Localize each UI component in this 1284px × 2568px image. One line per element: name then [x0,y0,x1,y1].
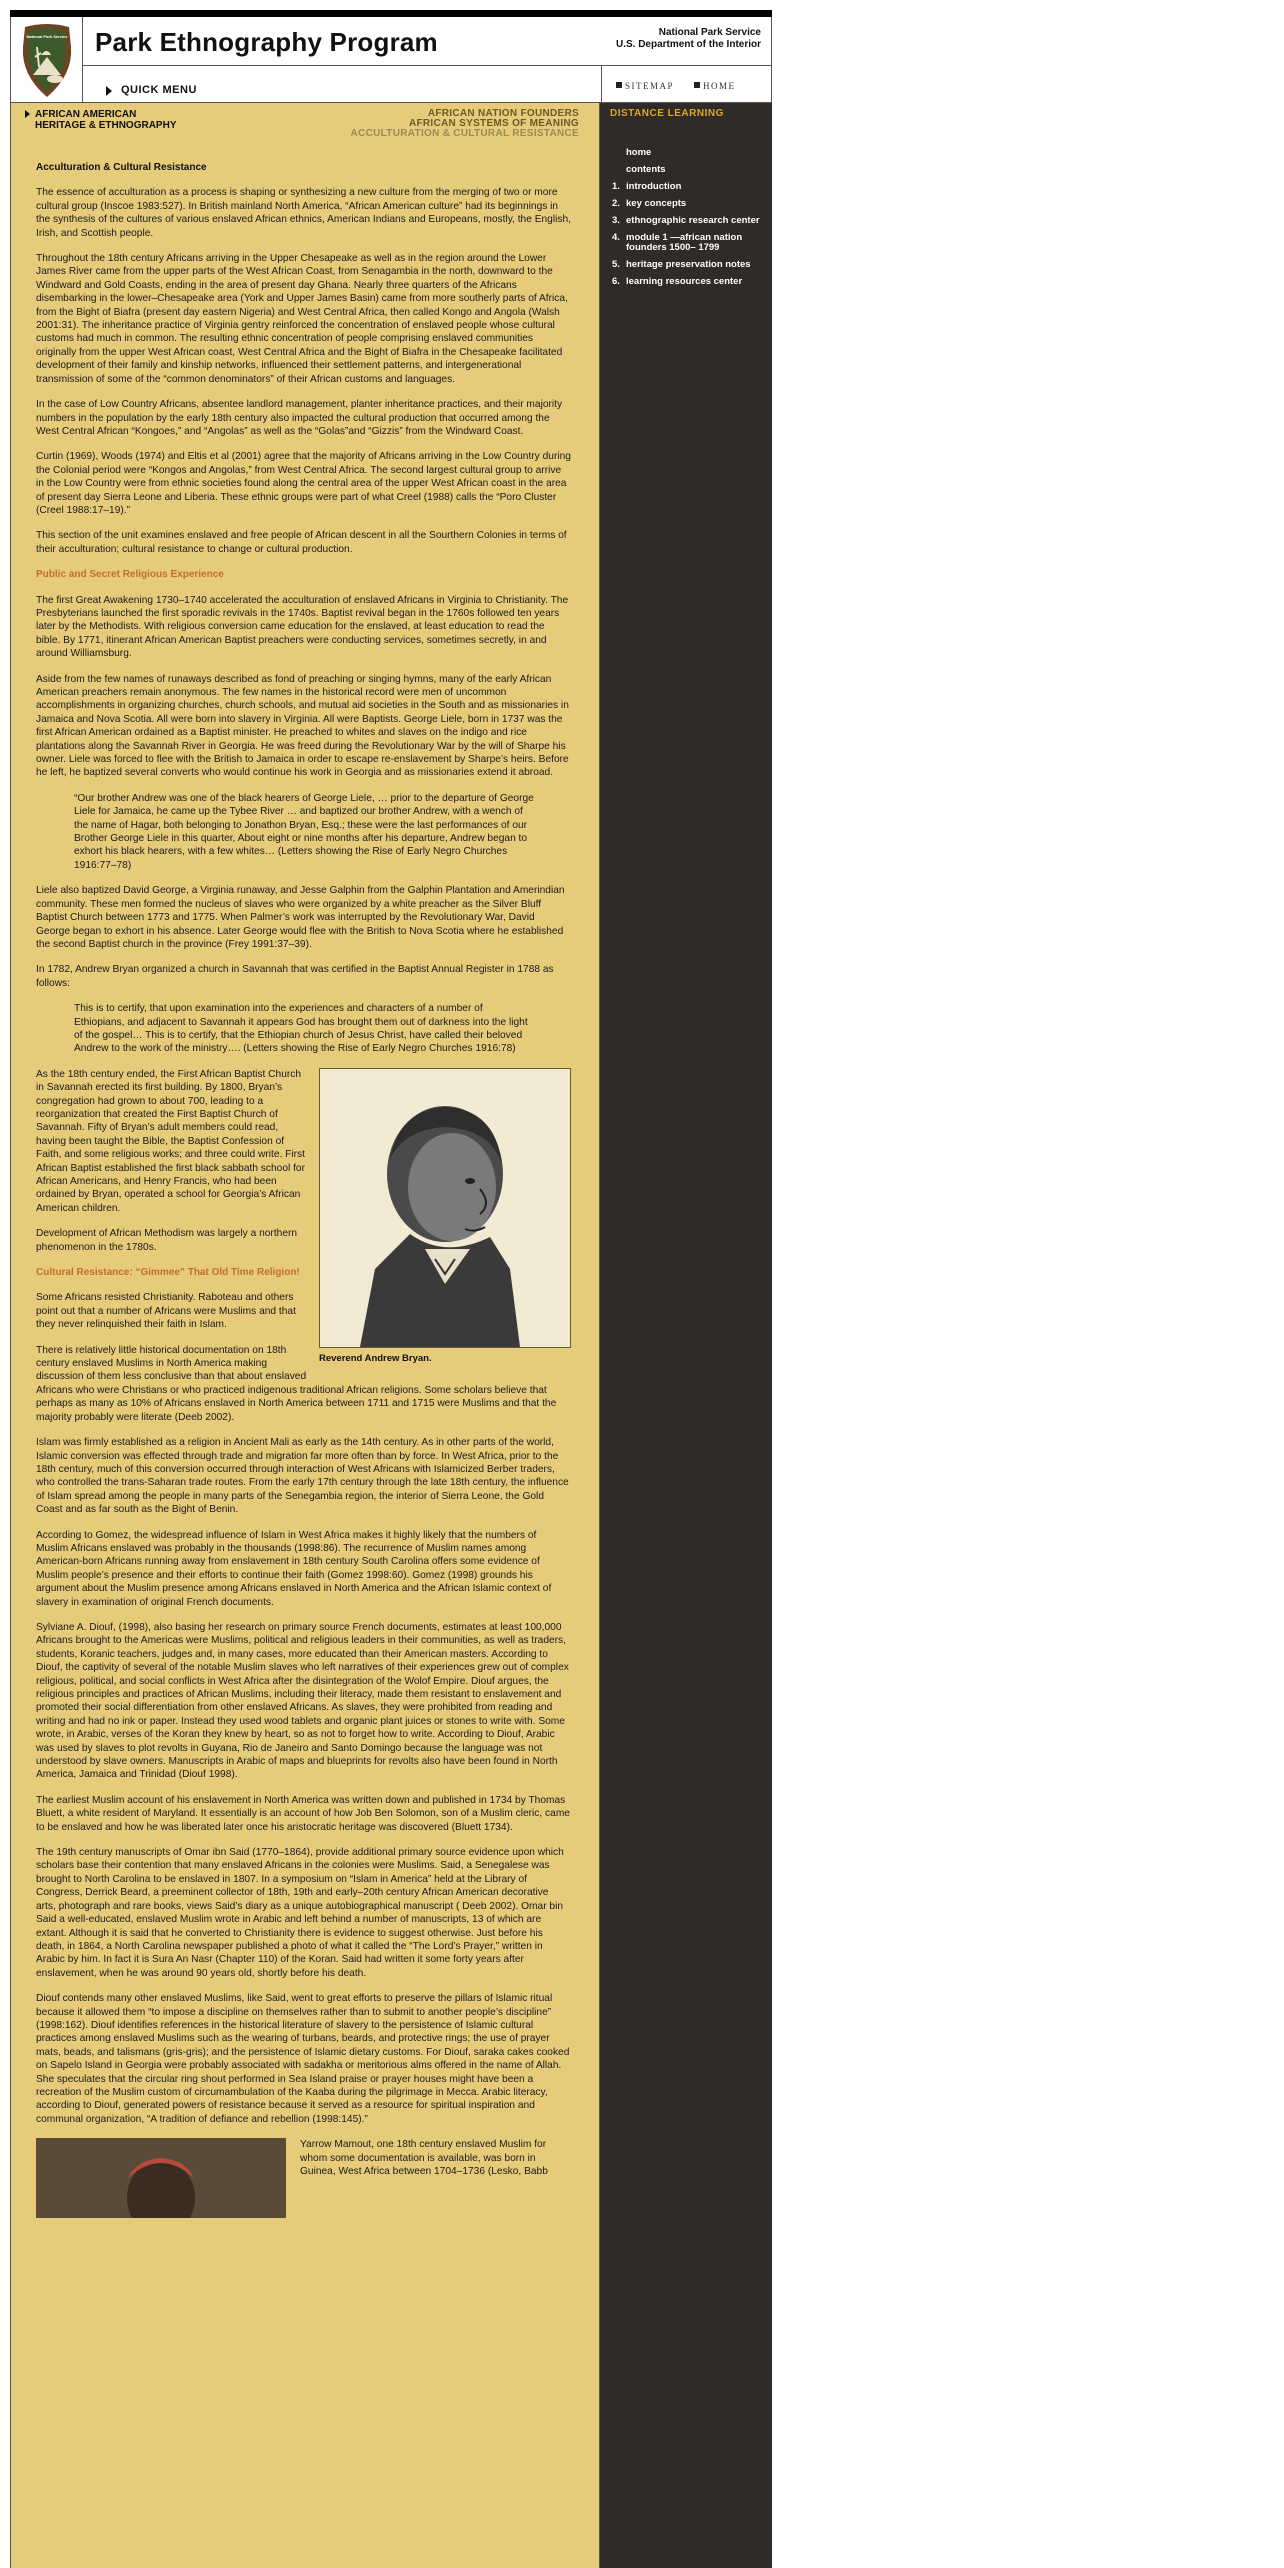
sidebar-nav [612,148,767,294]
site-title[interactable]: Park Ethnography Program [95,27,438,57]
portrait-image [36,2138,286,2218]
sidebar-item-heritage-notes[interactable] [612,260,767,270]
breadcrumb-section[interactable] [35,109,177,131]
block-quote: This is to certify, that upon examination into the experiences and characters of a number of Ethiopians, and adjacent to Savannah it appears God has brought them out of darkness into the light of the gospel… This is to certify, that the Ethiopian church of Jesus Christ, have called their beloved Andrew to the work of the ministry…. (Letters showing the Rise of Early Negro Churches 1916:78) [74,1003,528,1055]
arrowhead-icon [11,17,83,103]
item-number: 6. [612,276,620,287]
figure-andrew-bryan [319,1068,571,1365]
agency-line-2: U.S. Department of the Interior [615,39,761,50]
paragraph: Islam was firmly established as a religion in Ancient Mali as early as the 14th century. As in other parts of the world, Islamic conversion was effected through trade and migration far more often than by force. In West Africa, prior to the 18th century, much of this conversion occurred through interaction of West Africans with Islamicized Berber traders, who controlled the trans-Saharan trade routes. From the early 17th century through the late 18th century, the influence of Islam spread among the people in many parts of the Senegambia region, the interior of Sierra Leone, the Gold Coast and as far south as the Bight of Benin. [36,1437,569,1516]
play-arrow-icon [106,86,112,96]
figure-caption: Reverend Andrew Bryan. [319,1352,432,1364]
paragraph: Liele also baptized David George, a Virginia runaway, and Jesse Galphin from the Galphin Plantation and Amerindian community. These men formed the nucleus of slaves who were organized by a white preacher as the Silver Bluff Baptist Church between 1773 and 1775. When Palmer’s work was interrupted by the Revolutionary War, David George began to exhort in his absence. Later George would flee with the British to Nova Scotia where he established the second Baptist church in the province (Frey 1991:37–39). [36,885,565,950]
paragraph: Sylviane A. Diouf, (1998), also basing her research on primary source French documents, estimates at least 100,000 Africans brought to the Americas were Muslims, political and religious leaders in their communities, as well as traders, students, Koranic teachers, judges and, in many cases, more educated than their American masters. According to Diouf, the captivity of several of the notable Muslim slaves who left narratives of their experiences grew out of complex religious, political, and social conflicts in West Africa after the disintegration of the Wolof Empire. Diouf argues, the religious principles and practices of African Muslims, including their literacy, made them resistant to enslavement and promoted their social differentiation from other enslaved Africans. As slaves, they were prohibited from reading and writing and had no ink or paper. Instead they used wood tablets and organic plant juices or stones to write with. Some wrote, in Arabic, verses of the Koran they knew by heart, so as not to forget how to write. According to Diouf, Arabic was used by slaves to plot revolts in Guyana, Rio de Janeiro and Santo Domingo because the language was not understood by slave owners. Manuscripts in Arabic of maps and blueprints for revolts also have been found in North America, Jamaica and Trinidad (Diouf 1998). [36,1621,569,1781]
home-link[interactable] [694,81,736,91]
paragraph: Yarrow Mamout, one 18th century enslaved Muslim for whom some documentation is available, was born in Guinea, West Africa between 1704–1736 (Lesko, Babb [300,2139,548,2177]
paragraph: In the case of Low Country Africans, absentee landlord management, planter inheritance practices, and their majority numbers in the population by the early 18th century also impacted the cultural production that occurred among the West Central African “Kongoes,” and “Angolas” as well as the “Golas”and “Gizzis” from the Windward Coast. [36,399,563,437]
logo-text: National Park Service [26,34,68,39]
title-row [83,17,771,66]
top-black-bar [10,10,772,17]
article [36,161,571,2224]
figure-yarrow-mamout [36,2138,288,2218]
site-header [10,17,772,103]
main-content-panel [10,103,600,2568]
sidebar-item-learning-resources[interactable] [612,277,767,287]
square-bullet-icon [616,82,622,88]
agency-name [616,27,761,51]
home-label: HOME [703,81,736,91]
item-number: 4. [612,232,620,243]
item-number: 2. [612,198,620,209]
item-number: 5. [612,259,620,270]
sidebar-item-label: heritage preservation notes [626,259,751,270]
paragraph: Curtin (1969), Woods (1974) and Eltis et al (2001) agree that the majority of Africans arriving in the Low Country during the Colonial period were “Kongos and Angolas,” from West Central Africa. The second largest cultural group to arrive in the Low Country were from ethnic societies found along the central area of the upper West African coast in the area of present day Sierra Leone and Liberia. These ethnic groups were part of what Creel (1988) calls the “Poro Cluster (Creel 1988:17–19).” [36,451,571,516]
paragraph: The earliest Muslim account of his enslavement in North America was written down and published in 1734 by Thomas Bluett, a white resident of Maryland. It essentially is an account of how Job Ben Solomon, son of a Muslim cleric, came to be enslaved and how he was liberated later once his aristocratic heritage was discovered (Bluett 1734). [36,1794,570,1833]
sidebar-item-home[interactable] [612,148,767,158]
agency-line-1: National Park Service [658,27,761,38]
paragraph: As the 18th century ended, the First African Baptist Church in Savannah erected its first building. By 1800, Bryan’s congregation had grown to about 700, leading to a reorganization that created the First Baptist Church of Savannah. Fifty of Bryan’s adult members could read, having been taught the Bible, the Baptist Confession of Faith, and some religious works; and three could write. First African Baptist established the first black sabbath school for African Americans, and Henry Francis, who had been ordained by Bryan, operated a school for Georgia’s African American children. [36,1068,305,1214]
breadcrumb-nation-founders[interactable]: AFRICAN NATION FOUNDERS [427,108,579,119]
breadcrumb-line-1: AFRICAN AMERICAN [35,109,137,120]
sidebar-item-research-center[interactable] [612,216,767,226]
sidebar-item-contents[interactable] [612,165,767,175]
sitemap-link[interactable] [616,81,674,91]
paragraph: The 19th century manuscripts of Omar ibn Said (1770–1864), provide additional primary source evidence upon which scholars base their contention that many enslaved Africans in the colonies were Muslims. Said, a Senegalese was brought to North Carolina to be enslaved in 1807. In a symposium on “Islam in America” held at the Library of Congress, Derrick Beard, a preeminent collector of 18th, 19th and early–20th century African American decorative arts, photograph and rare books, views Said’s diary as a unique autobiographical manuscript ( Deeb 2002). Omar bin Said a well-educated, enslaved Muslim wrote in Arabic and left behind a number of manuscripts, 13 of which are extant. Although it is said that he converted to Christianity there is evidence to suggest otherwise. Just before his death, in 1864, a North Carolina newspaper published a photo of what it called the “The Lord’s Prayer,” written in Arabic by him. In fact it is Sura An Nasr (Chapter 110) of the Koran. Said had written it some forty years after enslavement, when he was around 90 years old, shortly before his death. [36,1847,564,1979]
paragraph: According to Gomez, the widespread influence of Islam in West Africa makes it highly likely that the numbers of Muslim Africans enslaved was probably in the thousands (1998:86). The recurrence of Muslim names among American-born Africans running away from enslavement in 18th century South Carolina offers some evidence of Muslim people’s presence and their efforts to continue their faith (Gomez 1998:60). Gomez (1998) grounds his argument about the Muslim presence among Africans enslaved in North America and the African Islamic context of slavery in examination of original French documents. [36,1529,552,1608]
page-title: Acculturation & Cultural Resistance [36,162,207,173]
quick-menu-label[interactable]: QUICK MENU [121,84,197,96]
page-frame [10,10,772,2568]
nps-logo[interactable] [11,17,83,103]
breadcrumb-systems-of-meaning[interactable]: AFRICAN SYSTEMS OF MEANING [408,118,579,129]
paragraph: In 1782, Andrew Bryan organized a church in Savannah that was certified in the Baptist Annual Register in 1788 as follows: [36,964,554,989]
sidebar-item-key-concepts[interactable] [612,199,767,209]
sidebar-item-label: key concepts [626,198,687,209]
paragraph: The first Great Awakening 1730–1740 accelerated the acculturation of enslaved Africans in Virginia to Christianity. The Presbyterians launched the first sporadic revivals in the 1740s. Baptist revival began in the 1760s followed ten years later by the Methodists. With religious conversion came education for the enslaved, at least education to read the bible. By 1771, itinerant African American Baptist preachers were conducting services, sometimes secretly, in and around Williamsburg. [36,594,569,660]
sidebar-item-label: introduction [626,181,682,192]
portrait-image [319,1068,571,1348]
sidebar-item-introduction[interactable] [612,182,767,192]
sidebar [600,103,772,2568]
paragraph: Throughout the 18th century Africans arriving in the Upper Chesapeake as well as in the region around the Lower James River came from the upper parts of the West African Coast, from Senagambia in the north, downward to the Windward and Gold Coasts, ending in the area of present day Ghana. Nearly three quarters of the Africans disembarking in the lower–Chesapeake area (York and Upper James Basin) came from more southerly parts of Africa, from the Bight of Biafra (present day eastern Nigeria) and West Central Africa, then called Kongo and Angola (Walsh 2001:31). The inheritance practice of Virginia gentry reinforced the concentration of enslaved people whose cultural customs had much in common. The resulting ethnic concentration of people comprising enslaved communities originally from the upper West African coast, West Central Africa and the Bight of Biafra in the Chesapeake facilitated development of their family and kinship networks, influenced their settlement patterns, and intergenerational transmission of some of the “common denominators” of their African customs and languages. [36,253,568,385]
paragraph: Diouf contends many other enslaved Muslims, like Said, went to great efforts to preserve the pillars of Islamic ritual because it allowed them “to impose a discipline on themselves rather than to submit to another people’s discipline” (1998:162). Diouf identifies references in the historical literature of slavery to the persistence of Islamic cultural practices among enslaved Muslims such as the wearing of turbans, beards, and protective rings; the use of prayer mats, beads, and talismans (gris-gris); and the persistence of Islamic dietary customs. For Diouf, saraka cakes cooked on Sapelo Island in Georgia were probably associated with sadakha or meritorious alms offered in the name of Allah. She speculates that the circular ring shout performed in Sea Island praise or prayer houses might have been a recreation of the Muslim custom of circumambulation of the Kaaba during the pilgrimage in Mecca. Arabic literacy, according to Diouf, generated powers of resistance because it served as a resource for spiritual inspiration and communal organization, “A tradition of defiance and rebellion (1998:145).” [36,1993,570,2125]
sidebar-item-module-1[interactable] [612,233,767,253]
sidebar-item-label: ethnographic research center [626,215,760,226]
quick-menu[interactable] [91,69,601,103]
breadcrumb-acculturation: ACCULTURATION & CULTURAL RESISTANCE [350,128,579,139]
breadcrumb-line-2: HERITAGE & ETHNOGRAPHY [35,120,177,131]
paragraph: Development of African Methodism was largely a northern phenomenon in the 1780s. [36,1228,298,1253]
paragraph: The essence of acculturation as a process is shaping or synthesizing a new culture from the merging of two or more cultural group (Inscoe 1983:527). In British mainland North America, “African American culture” had its beginnings in the synthesis of the cultures of various enslaved African ethnics, American Indians and Europeans, mostly, the English, Irish, and Scottish people. [36,187,571,239]
section-heading: Public and Secret Religious Experience [36,569,224,581]
item-number: 3. [612,215,620,226]
sidebar-item-label: module 1 —african nation founders 1500– 1799 [626,232,743,253]
sidebar-item-label: contents [626,164,666,175]
play-arrow-icon [25,110,30,118]
section-heading: Cultural Resistance: “Gimmee” That Old Time Religion! [36,1267,300,1279]
portrait-painting [36,2138,286,2218]
square-bullet-icon [694,82,700,88]
sidebar-item-label: home [626,147,652,158]
paragraph: Aside from the few names of runaways described as fond of preaching or singing hymns, many of the early African American preachers remain anonymous. The few names in the historical record were men of uncommon accomplishments in organizing churches, church schools, and mutual aid societies in the South and as missionaries in Jamaica and Nova Scotia. All were born into slavery in Virginia. All were Baptists. George Liele, born in 1737 was the first African American ordained as a Baptist minister. He preached to whites and slaves on the indigo and rice plantations along the Savannah River in Georgia. He was freed during the Revolutionary War by the will of Sharpe his owner. Liele was forced to flee with the British to Jamaica in order to escape re-enslavement by Sharpe’s heirs. Before he left, he baptized several converts who would continue his work in Georgia and as missionaries extend it abroad. [36,673,569,779]
paragraph: This section of the unit examines enslaved and free people of African descent in all the Sourthern Colonies in terms of their acculturation; cultural resistance to change or cultural production. [36,530,567,555]
sitemap-label: SITEMAP [625,81,675,91]
item-number: 1. [612,181,620,192]
utility-links [601,65,771,103]
paragraph: There is relatively little historical documentation on 18th century enslaved Muslims in North America making discussion of them less conclusive than that about enslaved Africans who were Christians or who practiced indigenous traditional African religions. Some scholars believe that perhaps as many as 10% of Africans enslaved in North America between 1711 and 1715 were Muslims and that the majority probably were literate (Deeb 2002). [36,1344,557,1423]
paragraph: Some Africans resisted Christianity. Raboteau and others point out that a number of Africans were Muslims and that they never relinquished their faith in Islam. [36,1292,296,1331]
sidebar-item-label: learning resources center [626,276,743,287]
block-quote: “Our brother Andrew was one of the black hearers of George Liele, … prior to the departure of George Liele for Jamaica, he came up the Tybee River … and baptized our brother Andrew, with a wench of the name of Hagar, both belonging to Jonathon Bryan, Esq.; these were the last performances of our Brother George Liele in this quarter, About eight or nine months after his departure, Andrew began to exhort his black hearers, with a few whites… (Letters showing the Rise of Early Negro Churches 1916:77–78) [74,792,534,871]
sidebar-title: DISTANCE LEARNING [610,108,724,119]
breadcrumb-trail [351,109,579,139]
portrait-engraving [320,1069,570,1347]
